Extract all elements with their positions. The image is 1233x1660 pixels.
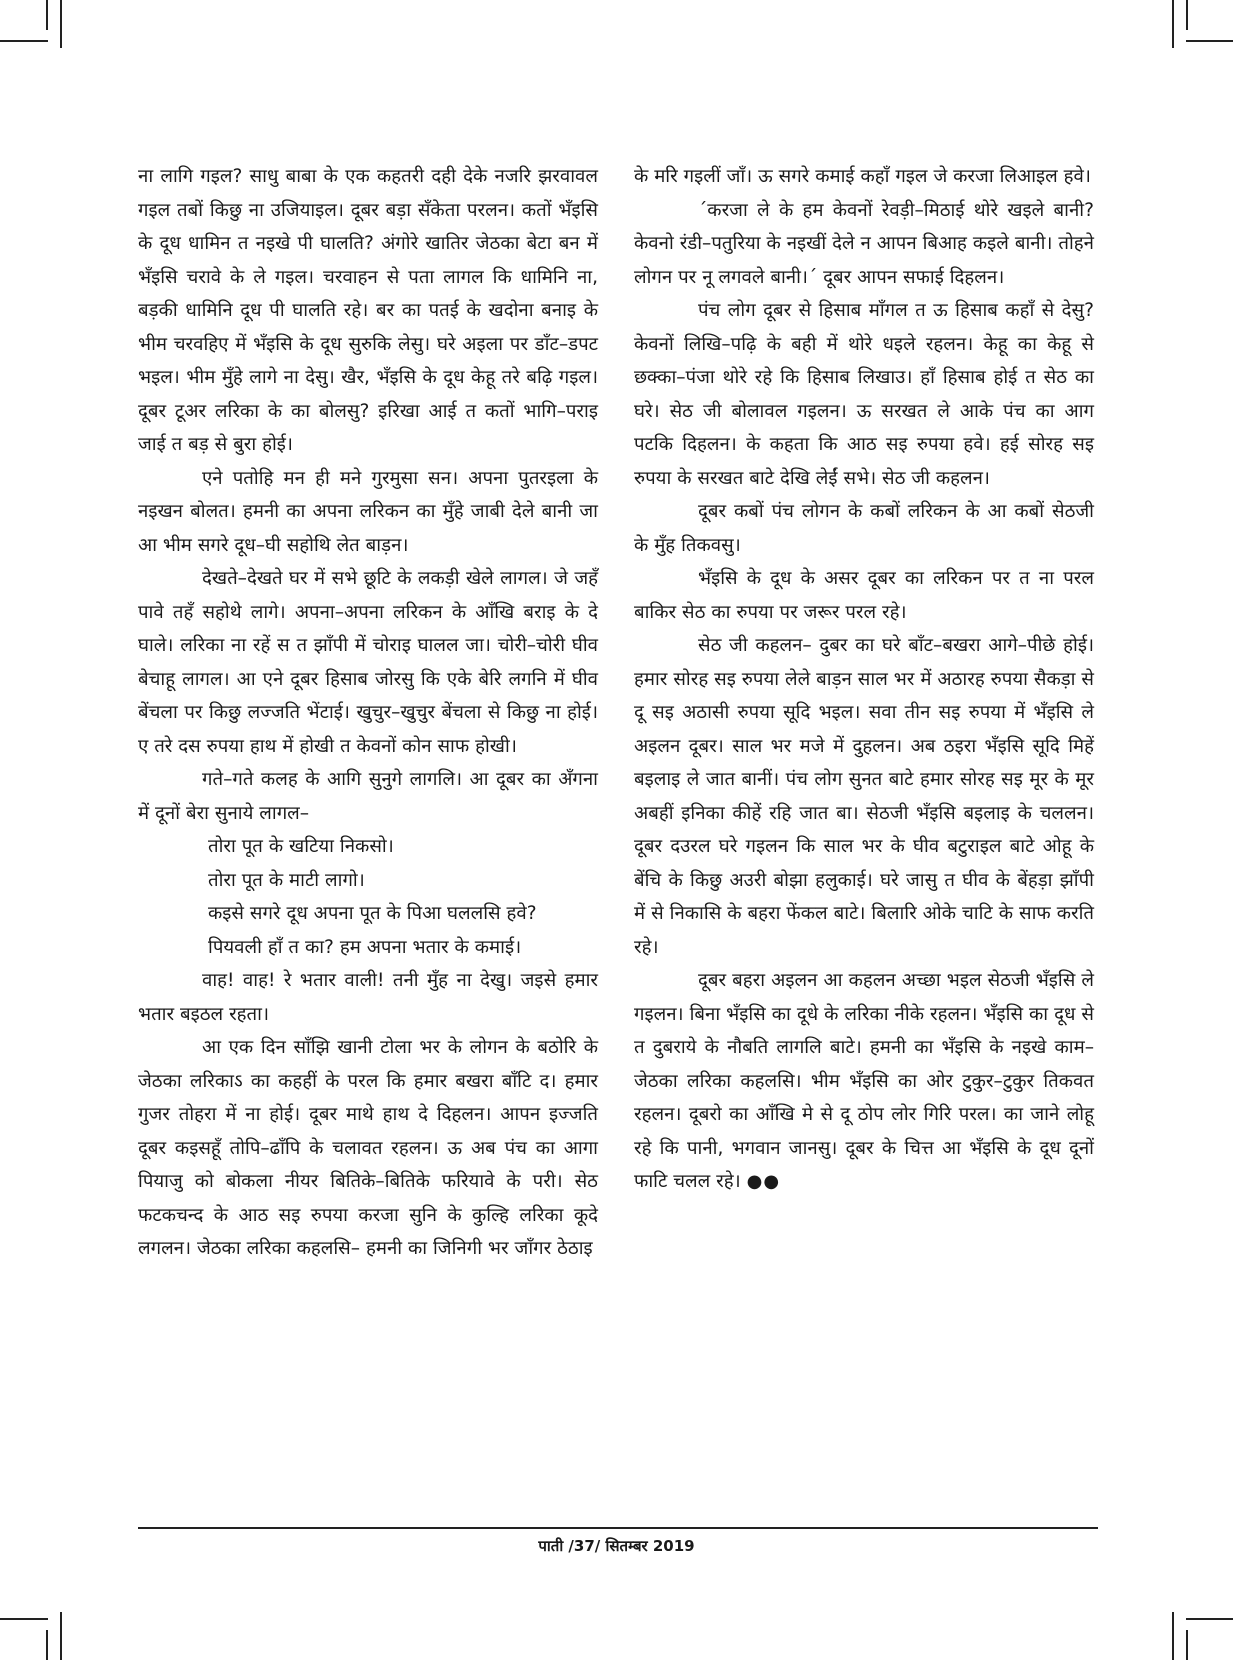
left-column [138,160,598,1266]
crop-mark [0,1618,48,1620]
paragraph: ना लागि गइल? साधु बाबा के एक कहतरी दही देके नजरि झरवावल गइल तबों किछु ना उजियाइल। दूबर बड़ा सँकेता परलन। कतों भँइसि के दूध धामिन त नइखे पी घालति? अंगोरे खातिर जेठका बेटा बन में भँइसि चरावे के ले गइल। चरवाहन से पता लागल कि धामिनि ना, बड़की धामिनि दूध पी घालति रहे। बर का पतई के खदोना बनाइ के भीम चरवहिए में भँइसि के दूध सुरुकि लेसु। घरे अइला पर डाँट–डपट भइल। भीम मुँहे लागे ना देसु। खैर, भँइसि के दूध केहू तरे बढ़ि गइल। दूबर टूअर लरिका के का बोलसु? इरिखा आई त कतों भागि–पराइ जाई त बड़ से बुरा होई। [138,166,598,455]
end-mark: ●● [746,1171,781,1192]
page-footer: पाती /37/ सितम्बर 2019 [538,1537,695,1555]
paragraph: पंच लोग दूबर से हिसाब माँगल त ऊ हिसाब कहाँ से देसु? केवनों लिखि–पढ़ि के बही में थोरे धइले रहलन। केहू का केहू से छक्का–पंजा थोरे रहे कि हिसाब लिखाउ। हाँ हिसाब होई त सेठ का घरे। सेठ जी बोलावल गइलन। ऊ सरखत ले आके पंच का आग पटकि दिहलन। के कहता कि आठ सइ रुपया हवे। हई सोरह सइ रुपया के सरखत बाटे देखि लेईं सभे। सेठ जी कहलन। [634,300,1094,489]
footer-rule [138,1527,1098,1529]
verse-line: तोरा पूत के खटिया निकसो। [208,836,394,857]
verse-line: पियवली हाँ त का? हम अपना भतार के कमाई। [208,936,522,958]
crop-mark [1186,40,1233,42]
paragraph: ´करजा ले के हम केवनों रेवड़ी–मिठाई थोरे खइले बानी? केवनो रंडी–पतुरिया के नइखीं देले न आपन बिआह कइले बानी। तोहने लोगन पर नू लगवले बानी।´ दूबर आपन सफाई दिहलन। [634,199,1094,288]
crop-mark [46,0,48,30]
crop-mark [1172,1612,1174,1660]
crop-mark [1172,0,1174,48]
crop-mark [60,1612,62,1660]
verse-line: कइसे सगरे दूध अपना पूत के पिआ घललसि हवे? [208,903,537,924]
paragraph: भँइसि के दूध के असर दूबर का लरिकन पर त ना परल बाकिर सेठ का रुपया पर जरूर परल रहे। [634,568,1094,623]
crop-mark [0,40,48,42]
crop-mark [1186,0,1188,30]
paragraph: आ एक दिन साँझि खानी टोला भर के लोगन के बठोरि के जेठका लरिकाऽ का कहहीं के परल कि हमार बखरा बाँटि द। हमार गुजर तोहरा में ना होई। दूबर माथे हाथ दे दिहलन। आपन इज्जति दूबर कइसहूँ तोपि–ढाँपि के चलावत रहलन। ऊ अब पंच का आगा पियाजु को बोकला नीयर बितिके–बितिके फरियावे के परी। सेठ फटकचन्द के आठ सइ रुपया करजा सुनि के कुल्हि लरिका कूदे लगलन। जेठका लरिका कहलसि– हमनी का जिनिगी भर जाँगर ठेठाइ [138,1037,598,1259]
paragraph: एने पतोहि मन ही मने गुरमुसा सन। अपना पुतरइला के नइखन बोलत। हमनी का अपना लरिकन का मुँहे जाबी देले बानी जा आ भीम सगरे दूध–घी सहोथि लेत बाड़न। [138,467,598,556]
paragraph: सेठ जी कहलन– दुबर का घरे बाँट–बखरा आगे–पीछे होई। हमार सोरह सइ रुपया लेले बाड़न साल भर में अठारह रुपया सैकड़ा से दू सइ अठासी रुपया सूदि भइल। सवा तीन सइ रुपया में भँइसि ले अइलन दूबर। साल भर मजे में दुहलन। अब ठइरा भँइसि सूदि मिहें बइलाइ ले जात बानीं। पंच लोग सुनत बाटे हमार सोरह सइ मूर के मूर अबहीं इनिका कीहें रहि जात बा। सेठजी भँइसि बइलाइ के चललन। दूबर दउरल घरे गइलन कि साल भर के घीव बटुराइल बाटे ओहू के बेंचि के किछु अउरी बोझा हलुकाई। घरे जासु त घीव के बेंहड़ा झाँपी में से निकासि के बहरा फेंकल बाटे। बिलारि ओके चाटि के साफ करति रहे। [634,635,1094,958]
crop-mark [1186,1630,1188,1660]
right-column [634,160,1094,1199]
paragraph: गते–गते कलह के आगि सुनुगे लागलि। आ दूबर का अँगना में दूनों बेरा सुनाये लागल– [138,769,598,824]
crop-mark [60,0,62,48]
paragraph: के मरि गइलीं जाँ। ऊ सगरे कमाई कहाँ गइल जे करजा लिआइल हवे। [634,166,1091,187]
paragraph: दूबर कबों पंच लोगन के कबों लरिकन के आ कबों सेठजी के मुँह तिकवसु। [634,501,1094,556]
crop-mark [46,1630,48,1660]
verse-line: तोरा पूत के माटी लागो। [208,869,365,891]
paragraph-text: दूबर बहरा अइलन आ कहलन अच्छा भइल सेठजी भँइसि ले गइलन। बिना भँइसि का दूधे के लरिका नीके रहलन। भँइसि का दूध से त दुबराये के नौबति लागलि बाटे। हमनी का भँइसि के नइखे काम– जेठका लरिका कहलसि। भीम भँइसि का ओर टुकुर–टुकुर तिकवत रहलन। दूबरो का आँखि मे से दू ठोप लोर गिरि परल। का जाने लोहू रहे कि पानी, भगवान जानसु। दूबर के चित्त आ भँइसि के दूध दूनों फाटि चलल रहे। [634,970,1094,1192]
paragraph: देखते–देखते घर में सभे छूटि के लकड़ी खेले लागल। जे जहँ पावे तहँ सहोथे लागे। अपना–अपना लरिकन के आँखि बराइ के दे घाले। लरिका ना रहें स त झाँपी में चोराइ घालल जा। चोरी–चोरी घीव बेचाहू लागल। आ एने दूबर हिसाब जोरसु कि एके बेरि लगनि में घीव बेंचला पर किछु लज्जति भेंटाई। खुचुर–खुचुर बेंचला से किछु ना होई। ए तरे दस रुपया हाथ में होखी त केवनों कोन साफ होखी। [138,568,598,757]
paragraph: वाह! वाह! रे भतार वाली! तनी मुँह ना देखु। जइसे हमार भतार बइठल रहता। [138,970,598,1025]
crop-mark [1186,1618,1233,1620]
final-paragraph [634,964,1094,1199]
